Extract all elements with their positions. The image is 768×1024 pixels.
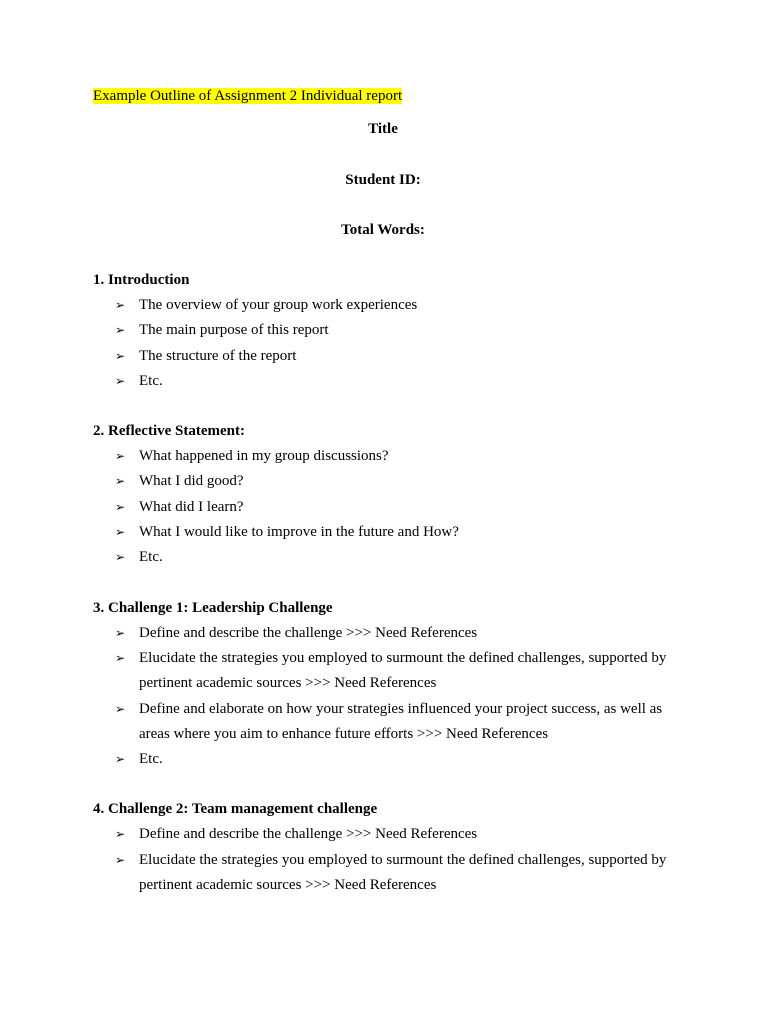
document-page [93,84,675,898]
bullet-item [93,646,675,697]
bullet-item [93,520,675,545]
bullet-item [93,495,675,520]
bullet-list [93,444,675,570]
bullet-item [93,697,675,748]
bullet-text: Elucidate the strategies you employed to surmount the defined challenges, supported by pertinent academic sources >>> Need References [139,851,667,894]
arrow-bullet-icon: ➢ [115,499,126,514]
outline-section [93,797,675,898]
arrow-bullet-icon: ➢ [115,625,126,640]
bullet-text: What I would like to improve in the future and How? [139,524,459,541]
bullet-item [93,318,675,343]
bullet-item [93,545,675,570]
total-words-heading: Total Words: [341,222,425,238]
bullet-text: Etc. [139,751,163,768]
arrow-bullet-icon: ➢ [115,298,126,312]
arrow-bullet-icon: ➢ [115,701,126,716]
bullet-list [93,621,675,773]
bullet-item [93,822,675,847]
section-gap [93,571,675,596]
section-heading: 1. Introduction [93,272,190,288]
bullet-text: What did I learn? [139,498,244,515]
arrow-bullet-icon: ➢ [115,323,126,338]
bullet-item [93,369,675,394]
student-id-heading: Student ID: [345,172,421,188]
bullet-text: Etc. [139,549,163,566]
arrow-bullet-icon: ➢ [115,449,126,464]
report-title-heading: Title [368,121,398,137]
arrow-bullet-icon: ➢ [115,525,126,540]
bullet-text: Define and elaborate on how your strategies influenced your project success, as well as areas where you aim to enhance future efforts >>> Need References [139,700,663,742]
arrow-bullet-icon: ➢ [115,348,126,363]
arrow-bullet-icon: ➢ [115,752,126,767]
arrow-bullet-icon: ➢ [115,852,126,867]
arrow-bullet-icon: ➢ [115,550,126,565]
bullet-text: What happened in my group discussions? [139,448,389,465]
bullet-text: What I did good? [139,473,244,490]
outline-sections [93,268,675,898]
bullet-item [93,621,675,646]
highlighted-outline-title: Example Outline of Assignment 2 Individual report [93,88,403,104]
outline-section [93,419,675,595]
bullet-text: Etc. [139,372,163,389]
bullet-text: Define and describe the challenge >>> Need References [139,624,478,641]
arrow-bullet-icon: ➢ [115,827,126,842]
bullet-item [93,848,675,899]
arrow-bullet-icon: ➢ [115,474,126,489]
section-heading: 4. Challenge 2: Team management challenge [93,801,378,818]
bullet-text: The structure of the report [139,347,297,364]
section-heading: 3. Challenge 1: Leadership Challenge [93,599,333,616]
section-gap [93,772,675,797]
bullet-item [93,293,675,318]
bullet-text: Elucidate the strategies you employed to surmount the defined challenges, supported by pertinent academic sources >>> Need References [139,649,667,692]
bullet-item [93,469,675,494]
section-gap [93,394,675,419]
section-heading: 2. Reflective Statement: [93,423,246,440]
bullet-text: The overview of your group work experiences [139,297,418,313]
outline-section [93,268,675,419]
arrow-bullet-icon: ➢ [115,650,126,665]
outline-title-line [93,84,675,109]
outline-section [93,596,675,798]
spacer [93,243,675,268]
arrow-bullet-icon: ➢ [115,373,126,388]
bullet-item [93,747,675,772]
bullet-list [93,822,675,898]
bullet-text: Define and describe the challenge >>> Need References [139,826,478,843]
bullet-list [93,293,675,394]
bullet-item [93,444,675,469]
bullet-text: The main purpose of this report [139,322,329,339]
bullet-item [93,344,675,369]
